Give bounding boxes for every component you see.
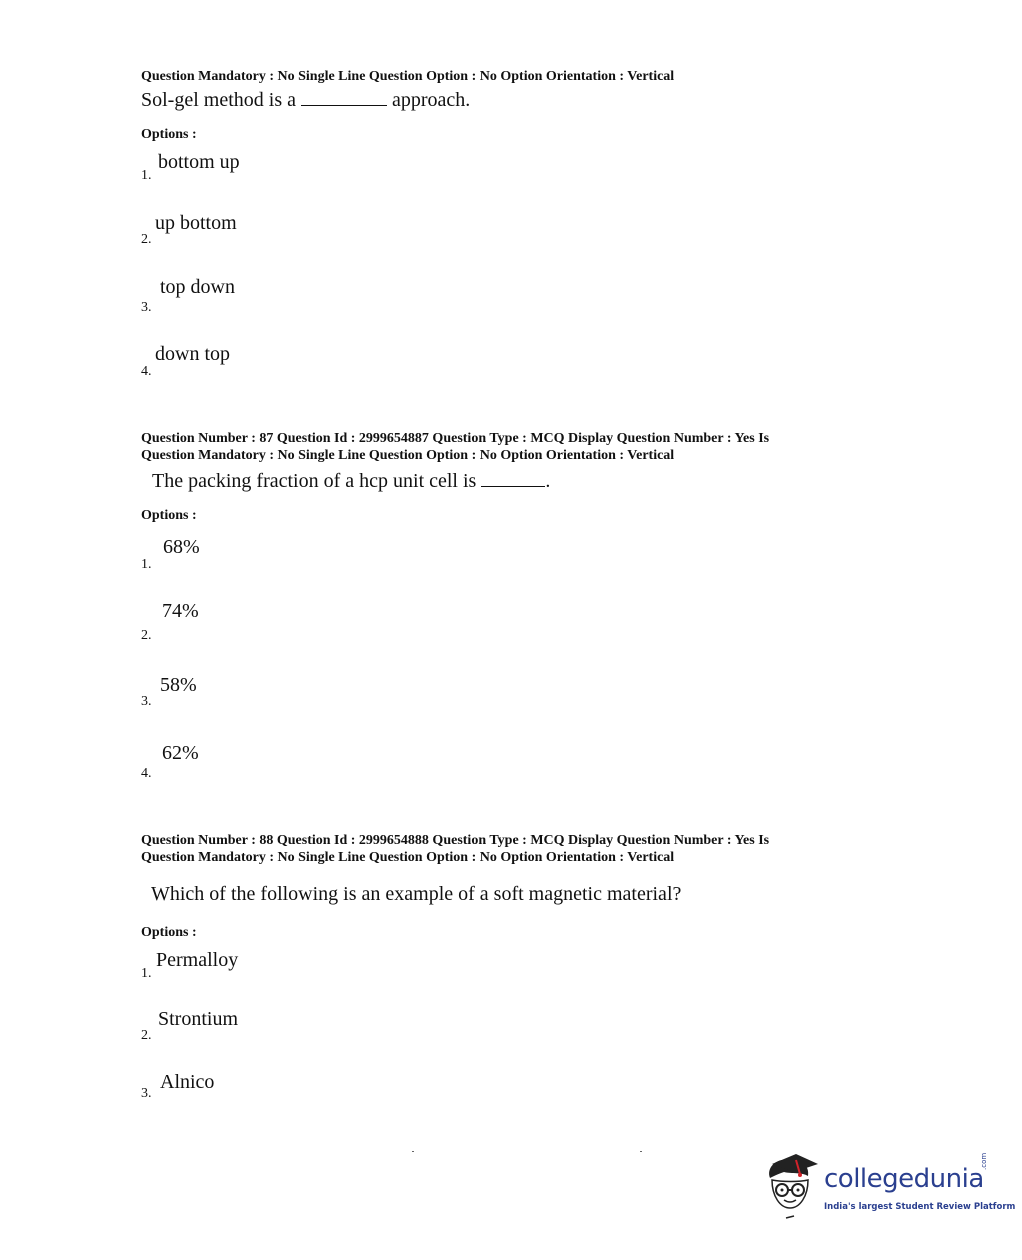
q86-meta-line2: Question Mandatory : No Single Line Question Option : No Option Orientation : Vertical	[141, 69, 675, 84]
q87-option-4-number: 4.	[141, 766, 152, 781]
q87-meta-line1: Question Number : 87 Question Id : 2999654887 Question Type : MCQ Display Question Number : Yes Is	[141, 431, 770, 446]
q86-text-after: approach.	[391, 89, 471, 111]
q87-option-2-number: 2.	[141, 628, 152, 643]
q86-options-label: Options :	[141, 127, 197, 142]
q86-option-4-number: 4.	[141, 364, 152, 379]
q86-question-text	[141, 88, 470, 112]
q87-option-3-number: 3.	[141, 694, 152, 709]
scan-speck	[412, 1151, 414, 1152]
q86-option-4-text: down top	[155, 343, 230, 365]
q86-option-1-number: 1.	[141, 168, 152, 183]
q88-meta-line1: Question Number : 88 Question Id : 2999654888 Question Type : MCQ Display Question Number : Yes Is	[141, 833, 770, 848]
q88-option-3-text: Alnico	[160, 1071, 215, 1093]
q87-question-text	[152, 469, 550, 493]
q87-options-label: Options :	[141, 508, 197, 523]
q87-meta-line2: Question Mandatory : No Single Line Question Option : No Option Orientation : Vertical	[141, 448, 675, 463]
q86-option-2-number: 2.	[141, 232, 152, 247]
q86-option-3-text: top down	[160, 276, 235, 298]
q86-text-before: Sol-gel method is a	[141, 89, 296, 111]
logo-wordmark: collegedunia	[824, 1164, 984, 1194]
q87-text-before: The packing fraction of a hcp unit cell is	[152, 470, 477, 492]
q86-option-1-text: bottom up	[158, 151, 240, 173]
collegedunia-logo	[762, 1150, 1016, 1225]
q87-text-after: .	[545, 470, 551, 492]
q87-option-3-text: 58%	[160, 674, 197, 696]
q88-option-3-number: 3.	[141, 1086, 152, 1101]
q88-meta-line2: Question Mandatory : No Single Line Question Option : No Option Orientation : Vertical	[141, 850, 675, 865]
q87-option-1-number: 1.	[141, 557, 152, 572]
q88-options-label: Options :	[141, 925, 197, 940]
q87-option-2-text: 74%	[162, 600, 199, 622]
q86-option-3-number: 3.	[141, 300, 152, 315]
logo-domain: .com	[980, 1152, 988, 1170]
scan-speck	[640, 1151, 642, 1152]
q87-blank	[481, 486, 545, 487]
q88-option-2-text: Strontium	[158, 1008, 239, 1030]
q87-option-4-text: 62%	[162, 742, 199, 764]
q88-question-text: Which of the following is an example of a soft magnetic material?	[151, 883, 682, 905]
q87-option-1-text: 68%	[163, 536, 200, 558]
mascot-icon	[762, 1150, 822, 1225]
q88-option-1-text: Permalloy	[156, 949, 239, 971]
q86-blank	[301, 105, 387, 106]
q88-option-1-number: 1.	[141, 966, 152, 981]
q86-option-2-text: up bottom	[155, 212, 237, 234]
logo-tagline: India's largest Student Review Platform	[824, 1202, 1016, 1212]
q88-option-2-number: 2.	[141, 1028, 152, 1043]
